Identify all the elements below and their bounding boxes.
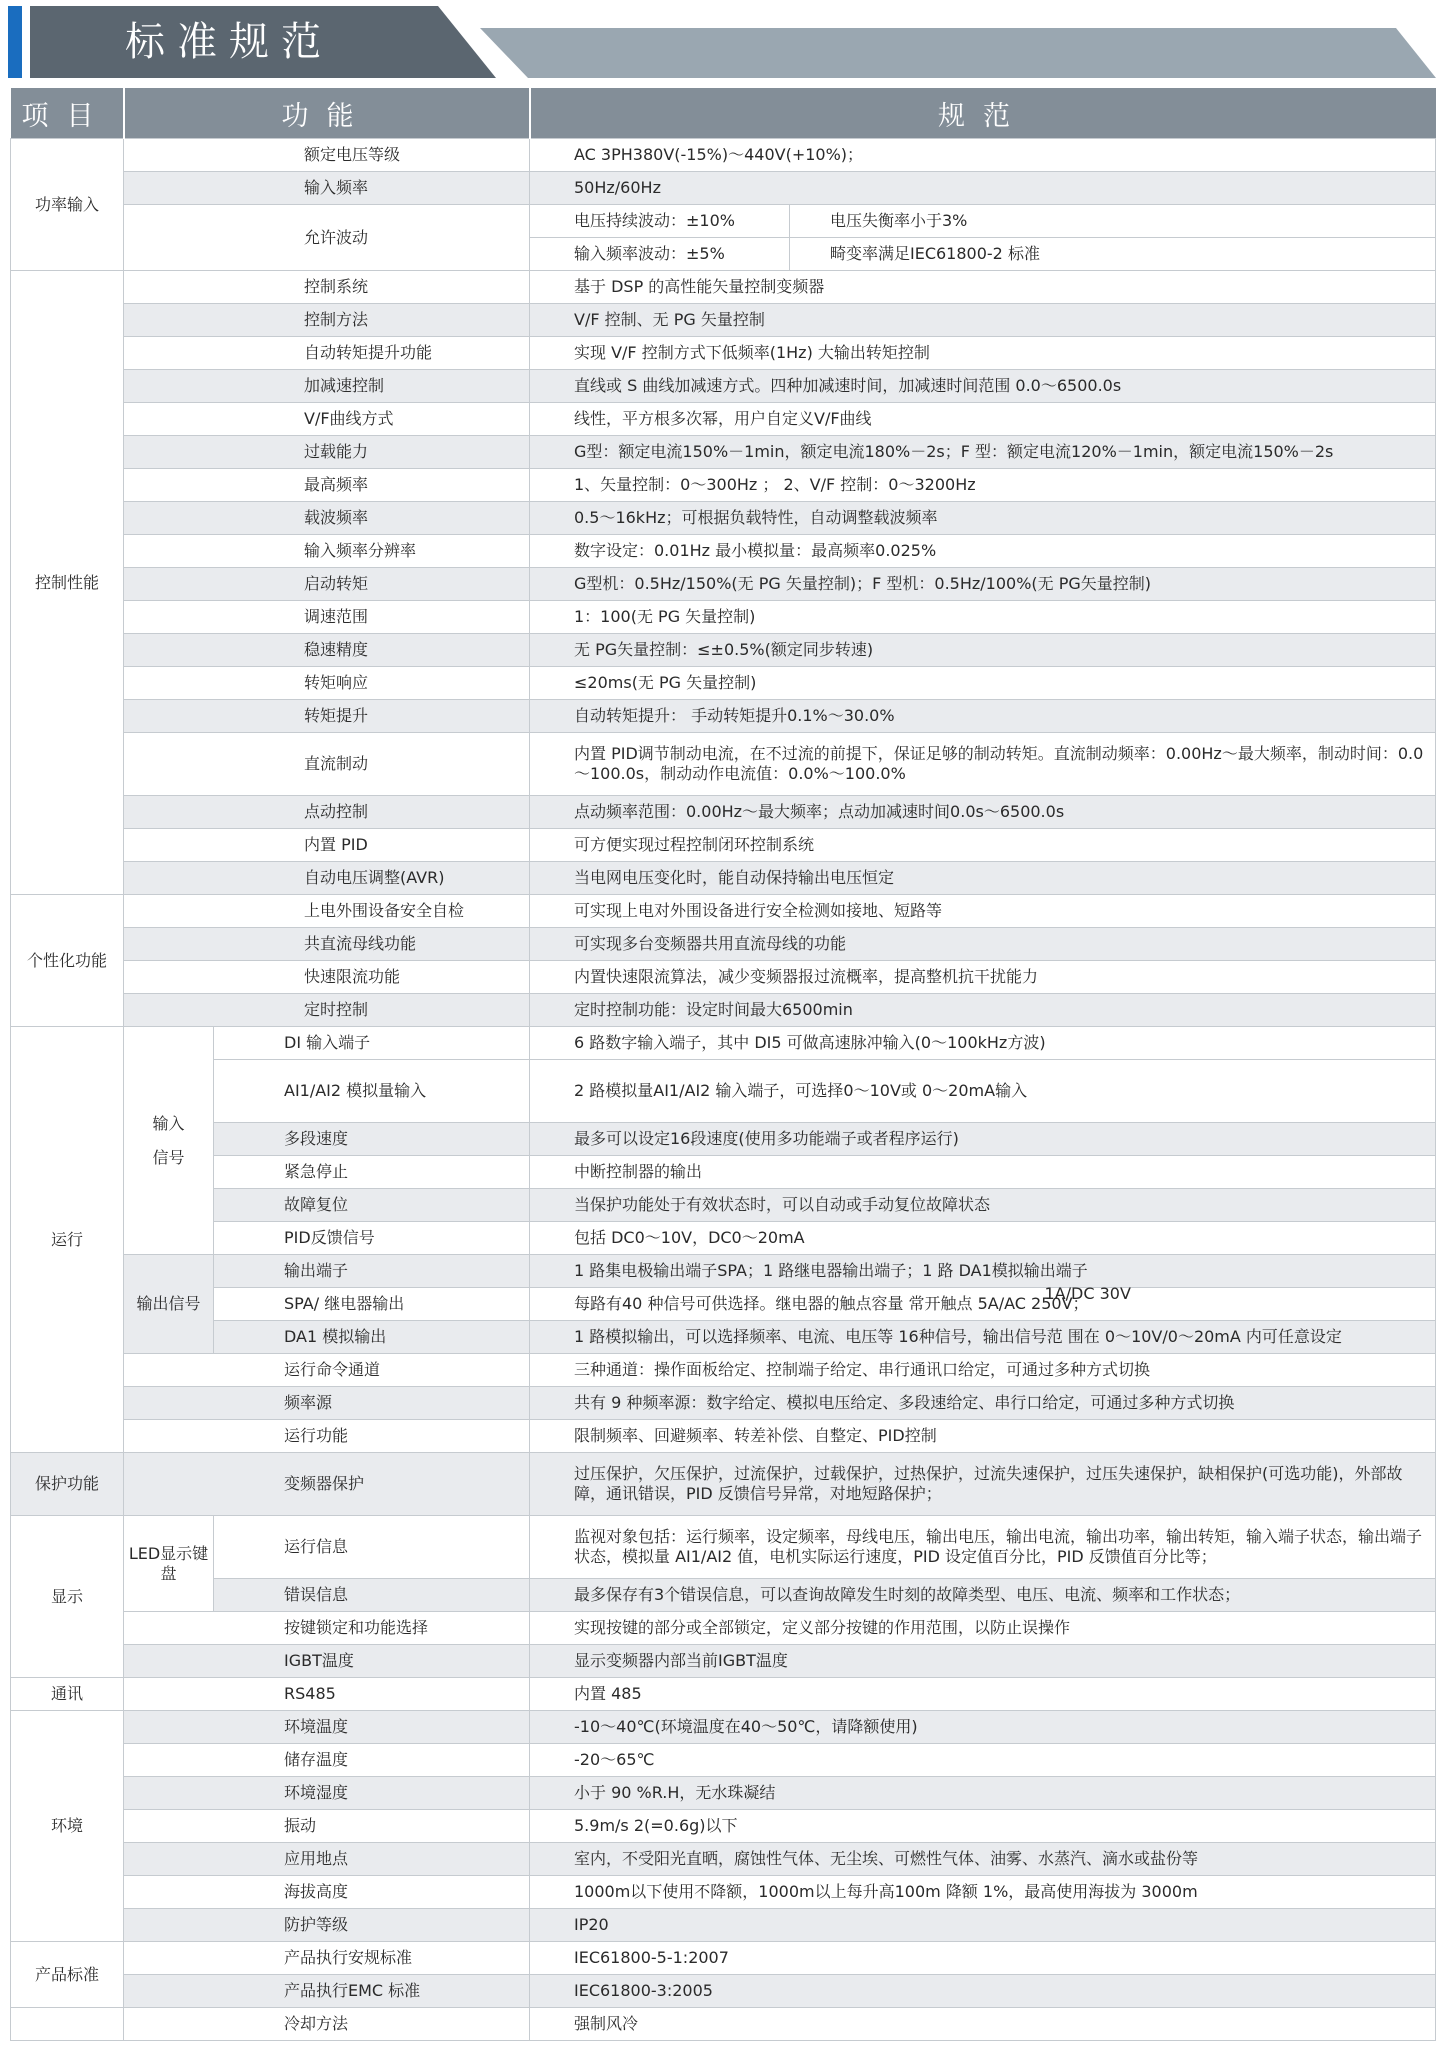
spec-cell: 可方便实现过程控制闭环控制系统 [530,829,1436,862]
spec-cell: 实现 V/F 控制方式下低频率(1Hz) 大输出转矩控制 [530,337,1436,370]
function-cell: DA1 模拟输出 [214,1321,530,1354]
spec-cell: 0.5～16kHz；可根据负载特性，自动调整载波频率 [530,502,1436,535]
function-cell: 输入频率 [304,178,369,197]
output-signal-label: 输出信号 [124,1255,214,1354]
spec-cell: 包括 DC0～10V，DC0～20mA [530,1222,1436,1255]
spec-cell: 可实现多台变频器共用直流母线的功能 [530,928,1436,961]
banner-light-strip [480,28,1436,78]
spec-cell: 实现按键的部分或全部锁定，定义部分按键的作用范围，以防止误操作 [530,1612,1436,1645]
table-row [11,1387,1436,1420]
function-cell: 控制方法 [304,310,369,329]
table-row [11,1288,1436,1321]
table-row [11,535,1436,568]
table-row [11,139,1436,172]
spec-cell: 三种通道：操作面板给定、控制端子给定、串行通讯口给定，可通过多种方式切换 [530,1354,1436,1387]
function-cell: 自动转矩提升功能 [304,343,433,362]
led-keyboard-label: LED显示键盘 [124,1516,214,1612]
spec-cell: 最多保存有3个错误信息，可以查询故障发生时刻的故障类型、电压、电流、频率和工作状态； [530,1579,1436,1612]
table-row [11,1420,1436,1453]
spec-cell: 监视对象包括：运行频率，设定频率，母线电压，输出电压，输出电流，输出功率，输出转矩，输入端子状态，输出端子状态，模拟量 AI1/AI2 值，电机实际运行速度，PID 设定值百分比，PID 反馈值百分比等； [530,1516,1436,1579]
spec-cell: 过压保护，欠压保护，过流保护，过载保护，过热保护，过流失速保护，过压失速保护，缺相保护(可选功能)，外部故障，通讯错误，PID 反馈信号异常，对地短路保护； [530,1453,1436,1516]
function-cell: 运行功能 [284,1426,349,1445]
function-cell: 载波频率 [304,508,369,527]
table-row [11,1711,1436,1744]
spec-cell: 显示变频器内部当前IGBT温度 [530,1645,1436,1678]
table-row [11,1876,1436,1909]
spec-cell: AC 3PH380V(-15%)～440V(+10%)； [530,139,1436,172]
table-row [11,862,1436,895]
category-run: 运行 [11,1027,124,1453]
spec-cell: IEC61800-3:2005 [530,1975,1436,2008]
spec-cell: 最多可以设定16段速度(使用多功能端子或者程序运行) [530,1123,1436,1156]
spec-cell: G型：额定电流150%－1min，额定电流180%－2s；F 型：额定电流120%－1min，额定电流150%－2s [530,436,1436,469]
function-cell: 错误信息 [214,1579,530,1612]
table-row [11,271,1436,304]
function-cell: 输出端子 [214,1255,530,1288]
table-row [11,1645,1436,1678]
table-row [11,2008,1436,2041]
spec-cell: 室内，不受阳光直晒，腐蚀性气体、无尘埃、可燃性气体、油雾、水蒸汽、滴水或盐份等 [530,1843,1436,1876]
function-cell: SPA/ 继电器输出 [214,1288,530,1321]
function-cell: 定时控制 [304,1000,369,1019]
spec-cell: 内置 PID调节制动电流，在不过流的前提下，保证足够的制动转矩。直流制动频率：0.00Hz～最大频率，制动时间：0.0～100.0s，制动动作电流值：0.0%～100.0% [530,733,1436,796]
spec-cell: 1000m以下使用不降额，1000m以上每升高100m 降额 1%，最高使用海拔为 3000m [530,1876,1436,1909]
input-signal-label-2: 信号 [152,1147,185,1167]
function-cell: 调速范围 [304,607,369,626]
function-cell: 变频器保护 [284,1474,365,1493]
function-cell: 海拔高度 [284,1882,349,1901]
function-cell: 多段速度 [214,1123,530,1156]
function-cell: 允许波动 [304,227,369,247]
table-row [11,1189,1436,1222]
spec-cell: IP20 [530,1909,1436,1942]
spec-cell: 定时控制功能：设定时间最大6500min [530,994,1436,1027]
table-row [11,1810,1436,1843]
table-row [11,1222,1436,1255]
function-cell: 快速限流功能 [304,967,401,986]
table-row [11,1579,1436,1612]
spec-cell: 输入频率波动：±5% [530,238,790,271]
table-row [11,1744,1436,1777]
table-row [11,1453,1436,1516]
spec-cell: 每路有40 种信号可供选择。继电器的触点容量 常开触点 5A/AC 250V； [530,1288,1436,1321]
table-row [11,1255,1436,1288]
spec-cell: 畸变率满足IEC61800-2 标准 [790,238,1436,271]
function-cell: IGBT温度 [284,1651,354,1670]
spec-cell: IEC61800-5-1:2007 [530,1942,1436,1975]
spec-cell: 2 路模拟量AI1/AI2 输入端子，可选择0～10V或 0～20mA输入 [530,1060,1436,1123]
spec-cell: 当电网电压变化时，能自动保持输出电压恒定 [530,862,1436,895]
spec-cell: 50Hz/60Hz [530,172,1436,205]
function-cell: PID反馈信号 [214,1222,530,1255]
function-cell: 共直流母线功能 [304,934,417,953]
table-row [11,1975,1436,2008]
function-cell: 自动电压调整(AVR) [304,868,445,887]
table-row [11,829,1436,862]
spec-cell: G型机：0.5Hz/150%(无 PG 矢量控制)；F 型机：0.5Hz/100%(无 PG矢量控制) [530,568,1436,601]
function-cell: 应用地点 [284,1849,349,1868]
category-standard: 产品标准 [11,1942,124,2008]
spec-cell: 数字设定：0.01Hz 最小模拟量：最高频率0.025% [530,535,1436,568]
spec-cell: 线性，平方根多次幂，用户自定义V/F曲线 [530,403,1436,436]
table-row [11,1942,1436,1975]
header-spec: 规范 [530,88,1436,139]
spec-cell: 共有 9 种频率源：数字给定、模拟电压给定、多段速给定、串行口给定，可通过多种方式切换 [530,1387,1436,1420]
function-cell: RS485 [284,1684,336,1703]
table-row [11,796,1436,829]
category-custom: 个性化功能 [11,895,124,1027]
function-cell: 直流制动 [304,754,369,773]
spec-cell: 中断控制器的输出 [530,1156,1436,1189]
function-cell: 产品执行EMC 标准 [284,1981,421,2000]
spec-cell: 1 路模拟输出，可以选择频率、电流、电压等 16种信号，输出信号范 围在 0～10V/0～20mA 内可任意设定 [530,1321,1436,1354]
spec-cell: 强制风冷 [530,2008,1436,2041]
spec-cell: 限制频率、回避频率、转差补偿、自整定、PID控制 [530,1420,1436,1453]
table-row [11,1060,1436,1123]
table-row [11,1678,1436,1711]
spec-cell: 当保护功能处于有效状态时，可以自动或手动复位故障状态 [530,1189,1436,1222]
function-cell: 频率源 [284,1393,333,1412]
function-cell: 稳速精度 [304,640,369,659]
table-row [11,1321,1436,1354]
spec-cell: 内置 485 [530,1678,1436,1711]
function-cell: 紧急停止 [214,1156,530,1189]
table-row [11,1612,1436,1645]
spec-cell: -10～40℃(环境温度在40～50℃，请降额使用) [530,1711,1436,1744]
spec-cell: 1：100(无 PG 矢量控制) [530,601,1436,634]
table-row [11,304,1436,337]
table-row [11,172,1436,205]
table-row [11,502,1436,535]
input-signal-label: 输入 [152,1113,185,1133]
spec-cell: 5.9m/s 2(=0.6g)以下 [530,1810,1436,1843]
function-cell: 转矩提升 [304,706,369,725]
table-row [11,1027,1436,1060]
function-cell: 环境温度 [284,1717,349,1736]
page-title: 标准规范 [125,19,333,65]
header-item: 项目 [11,88,124,139]
category-display: 显示 [11,1516,124,1678]
spec-cell: 6 路数字输入端子，其中 DI5 可做高速脉冲输入(0～100kHz方波) [530,1027,1436,1060]
table-row [11,667,1436,700]
function-cell: 最高频率 [304,475,369,494]
function-cell: DI 输入端子 [214,1027,530,1060]
function-cell: 储存温度 [284,1750,349,1769]
table-row [11,994,1436,1027]
spec-cell: 电压持续波动：±10% [530,205,790,238]
table-header [11,88,1436,139]
table-row [11,634,1436,667]
table-row [11,961,1436,994]
spec-cell: 1、矢量控制：0～300Hz ； 2、V/F 控制：0～3200Hz [530,469,1436,502]
spec-cell: V/F 控制、无 PG 矢量控制 [530,304,1436,337]
function-cell: 内置 PID [304,835,368,854]
relay-note: 1A/DC 30V [1044,1283,1131,1303]
table-row [11,733,1436,796]
table-row [11,469,1436,502]
function-cell: 点动控制 [304,802,369,821]
spec-cell: 内置快速限流算法，减少变频器报过流概率，提高整机抗干扰能力 [530,961,1436,994]
table-row [11,436,1436,469]
table-row [11,1843,1436,1876]
spec-cell: 1 路集电极输出端子SPA；1 路继电器输出端子；1 路 DA1模拟输出端子 [530,1255,1436,1288]
function-cell: 冷却方法 [284,2014,349,2033]
table-row [11,601,1436,634]
function-cell: 按键锁定和功能选择 [284,1618,429,1637]
function-cell: 额定电压等级 [304,145,401,164]
accent-bar [8,6,22,78]
category-comm: 通讯 [11,1678,124,1711]
function-cell: 防护等级 [284,1915,349,1934]
spec-cell: 基于 DSP 的高性能矢量控制变频器 [530,271,1436,304]
table-row [11,700,1436,733]
function-cell: 加减速控制 [304,376,385,395]
spec-cell: 自动转矩提升： 手动转矩提升0.1%～30.0% [530,700,1436,733]
function-cell: 环境湿度 [284,1783,349,1802]
spec-cell: -20～65℃ [530,1744,1436,1777]
table-row [11,1354,1436,1387]
table-row [11,1516,1436,1579]
function-cell: 启动转矩 [304,574,369,593]
table-row [11,1123,1436,1156]
table-row [11,403,1436,436]
function-cell: 故障复位 [214,1189,530,1222]
spec-cell: 直线或 S 曲线加减速方式。四种加减速时间，加减速时间范围 0.0～6500.0s [530,370,1436,403]
spec-table [10,88,1436,2041]
spec-cell: 点动频率范围：0.00Hz～最大频率；点动加减速时间0.0s～6500.0s [530,796,1436,829]
function-cell: 运行信息 [214,1516,530,1579]
table-row [11,370,1436,403]
table-row [11,568,1436,601]
table-row [11,337,1436,370]
spec-cell: 可实现上电对外围设备进行安全检测如接地、短路等 [530,895,1436,928]
category-power: 功率输入 [11,139,124,271]
header-function: 功能 [124,88,530,139]
table-row [11,1777,1436,1810]
category-control: 控制性能 [11,271,124,895]
function-cell: 输入频率分辨率 [304,541,417,560]
function-cell: 运行命令通道 [284,1360,381,1379]
spec-cell: ≤20ms(无 PG 矢量控制) [530,667,1436,700]
function-cell: 产品执行安规标准 [284,1948,413,1967]
table-row [11,895,1436,928]
category-env: 环境 [11,1711,124,1942]
function-cell: V/F曲线方式 [304,409,394,428]
category-protect: 保护功能 [11,1453,124,1516]
function-cell: AI1/AI2 模拟量输入 [214,1060,530,1123]
function-cell: 上电外围设备安全自检 [304,901,465,920]
spec-cell: 小于 90 %R.H，无水珠凝结 [530,1777,1436,1810]
table-row [11,205,1436,238]
function-cell: 转矩响应 [304,673,369,692]
table-row [11,1909,1436,1942]
table-row [11,1156,1436,1189]
function-cell: 振动 [284,1816,317,1835]
spec-cell: 无 PG矢量控制：≤±0.5%(额定同步转速) [530,634,1436,667]
table-row [11,928,1436,961]
spec-cell: 电压失衡率小于3% [790,205,1436,238]
function-cell: 过载能力 [304,442,369,461]
function-cell: 控制系统 [304,277,369,296]
